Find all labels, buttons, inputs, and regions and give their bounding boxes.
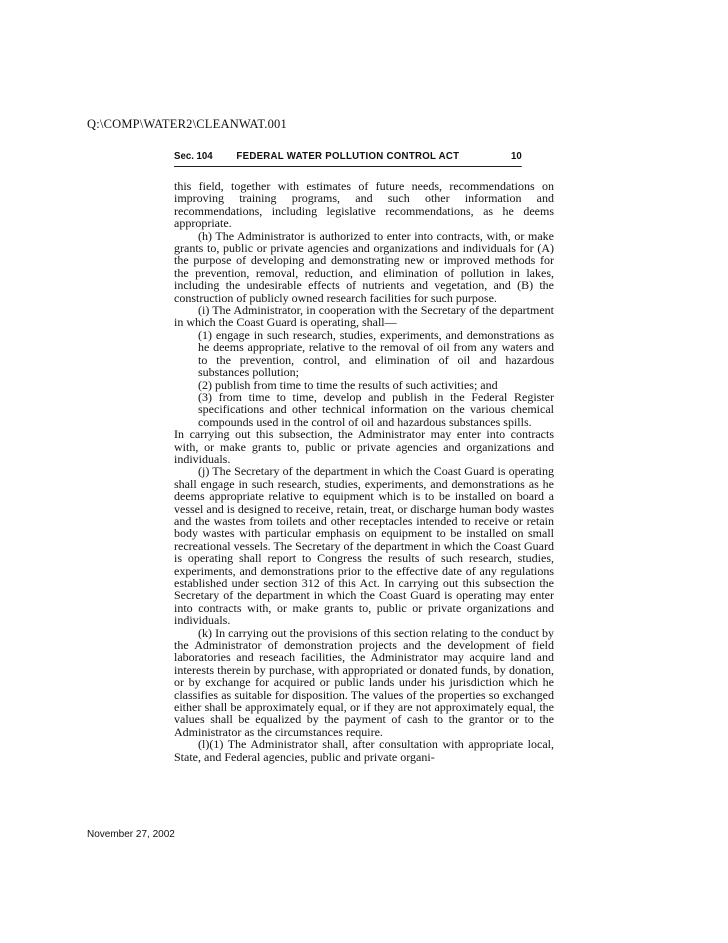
paragraph-h: (h) The Administrator is authorized to enter into contracts, with, or make grants to, public or private agencies and organizations and individuals for (A) the purpose of developing and demonstrating new or improved methods for the prevention, removal, reduction, and elimination of pollution in lakes, including the undesirable effects of nutrients and vegetation, and (B) the construction of publicly owned research facilities for such purpose. bbox=[174, 228, 554, 305]
section-number: Sec. 104 bbox=[174, 150, 213, 162]
paragraph-l: (l)(1) The Administrator shall, after consultation with appropriate local, State, and Federal agencies, public and private organi- bbox=[174, 737, 554, 764]
paragraph-continuation: this field, together with estimates of future needs, recommendations on improving training programs, and such other information and recommendations, including legislative recommendations, as he deems appropriate. bbox=[174, 179, 554, 231]
paragraph-i: (i) The Administrator, in cooperation with the Secretary of the department in which the Coast Guard is operating, shall— bbox=[174, 303, 554, 330]
paragraph-i-1: (1) engage in such research, studies, experiments, and demonstrations as he deems appropriate, relative to the removal of oil from any waters and to the prevention, control, and elimination of oil and hazardous substances pollution; bbox=[198, 327, 554, 380]
document-body bbox=[174, 180, 554, 763]
file-path: Q:\COMP\WATER2\CLEANWAT.001 bbox=[87, 117, 287, 131]
paragraph-i-2: (2) publish from time to time the results of such activities; and bbox=[198, 377, 498, 392]
footer-date: November 27, 2002 bbox=[87, 829, 175, 840]
act-title: FEDERAL WATER POLLUTION CONTROL ACT bbox=[236, 150, 460, 162]
paragraph-k: (k) In carrying out the provisions of this section relating to the conduct by the Administrator of demonstration projects and the development of field laboratories and reseach facilities, the Administrator may acquire land and interests therein by purchase, with appropriated or donated funds, by donation, or by exchange for acquired or public lands under his jurisdiction which he classifies as suitable for disposition. The values of the properties so exchanged either shall be approximately equal, or if they are not approximately equal, the values shall be equalized by the payment of cash to the grantor or to the Administrator as the circumstances require. bbox=[174, 625, 554, 739]
paragraph-i-flush: In carrying out this subsection, the Administrator may enter into contracts with, or make grants to, public or private agencies and organizations and individuals. bbox=[174, 427, 554, 466]
running-header bbox=[174, 150, 522, 167]
paragraph-i-3: (3) from time to time, develop and publish in the Federal Register specifications and other technical information on the various chemical compounds used in the control of oil and hazardous substances spills. bbox=[198, 389, 554, 429]
paragraph-j: (j) The Secretary of the department in which the Coast Guard is operating shall engage in such research, studies, experiments, and demonstrations as he deems appropriate relative to equipment which is to be installed on board a vessel and is designed to receive, retain, treat, or discharge human body wastes and the wastes from toilets and other receptacles intended to receive or retain body wastes with particular emphasis on equipment to be installed on small recreational vessels. The Secretary of the department in which the Coast Guard is operating shall report to Congress the results of such research, studies, experiments, and demonstrations prior to the effective date of any regulations established under section 312 of this Act. In carrying out this subsection the Secretary of the department in which the Coast Guard is operating may enter into contracts with, or make grants to, public or private organizations and individuals. bbox=[174, 464, 554, 628]
paragraph-i-list bbox=[174, 329, 554, 428]
page-number: 10 bbox=[511, 150, 522, 162]
